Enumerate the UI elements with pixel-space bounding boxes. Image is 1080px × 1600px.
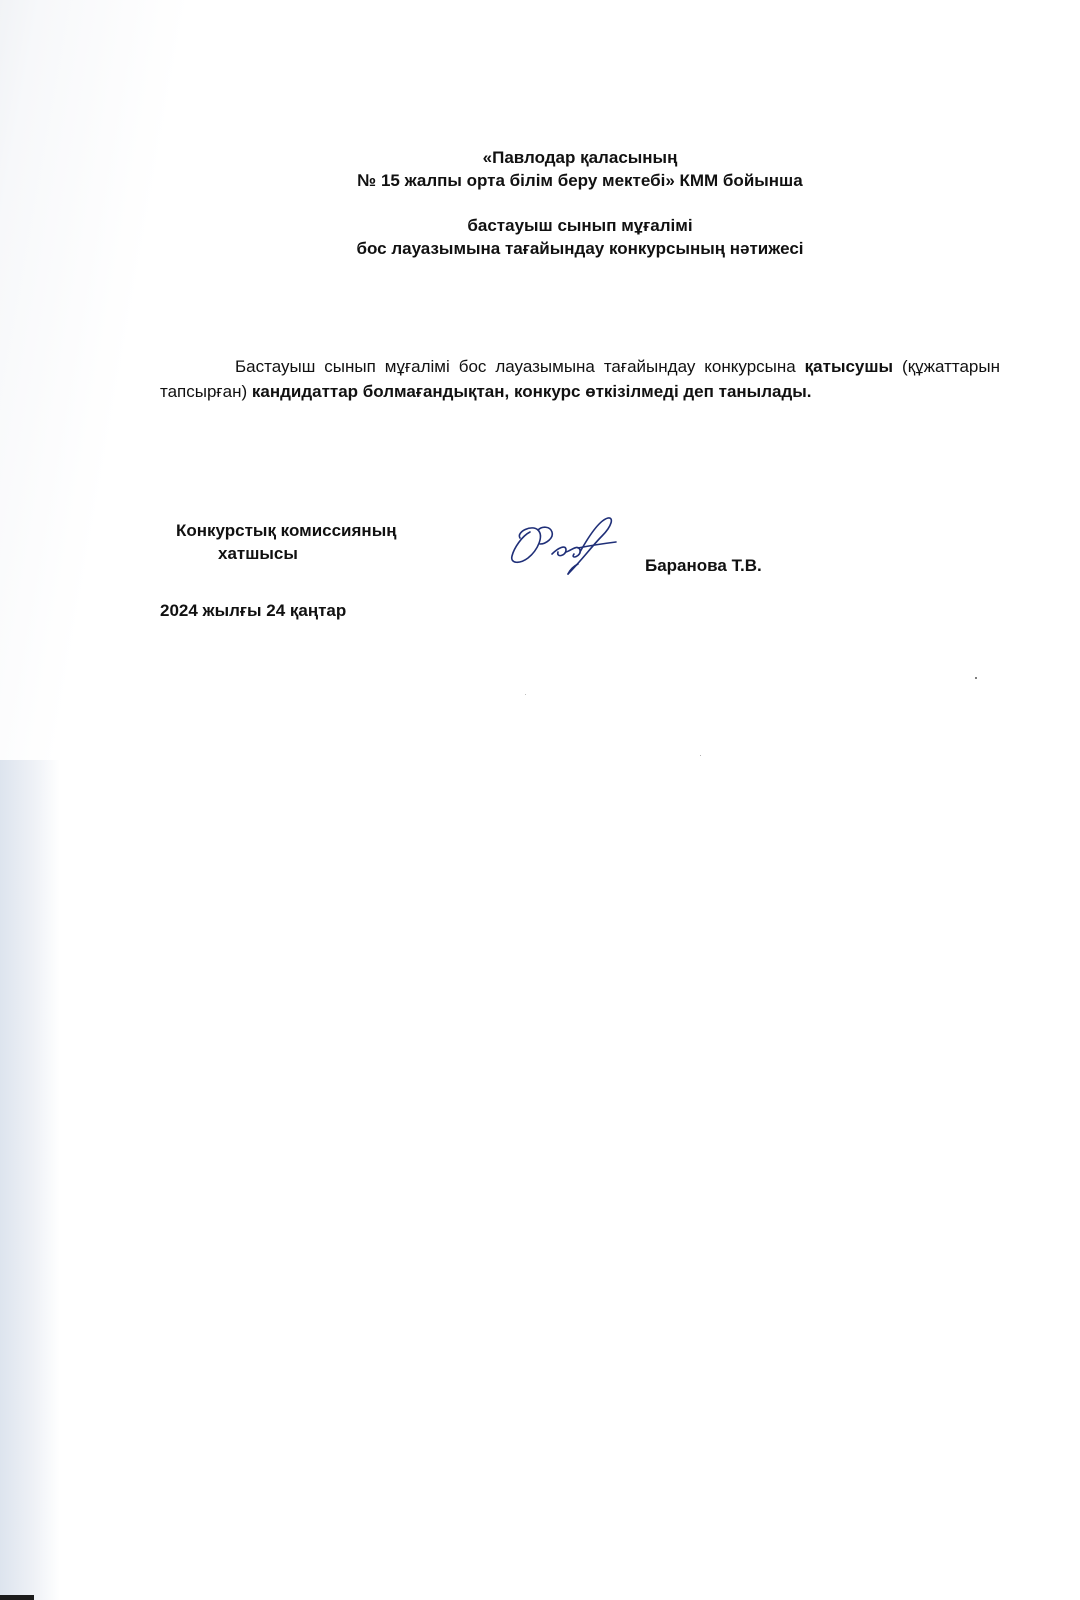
scan-speck (525, 694, 526, 695)
document-subheader (160, 214, 1000, 260)
subheader-line-1: бастауыш сынып мұғалімі (467, 216, 693, 235)
scan-speck (975, 677, 977, 679)
signatory-role (176, 519, 397, 565)
header-line-1: «Павлодар қаласының (482, 148, 678, 167)
document-header (160, 146, 1000, 192)
body-text-part-4: кандидаттар болмағандықтан, конкурс өткізілмеді деп танылады. (251, 382, 812, 401)
header-line-2: № 15 жалпы орта білім беру мектебі» КММ бойынша (357, 171, 803, 190)
signatory-role-line-2: хатшысы (218, 544, 298, 563)
subheader-line-2: бос лауазымына тағайындау конкурсының нәтижесі (356, 239, 804, 258)
body-paragraph (160, 354, 1000, 404)
signatory-name: Баранова Т.В. (645, 556, 762, 575)
body-text-part-1: Бастауыш сынып мұғалімі бос лауазымына тағайындау конкурсына (235, 357, 805, 376)
body-text-part-3: (құжаттарын тапсырған) (160, 357, 1000, 401)
signatory-role-line-1: Конкурстық комиссияның (176, 521, 397, 540)
document-date: 2024 жылғы 24 қаңтар (160, 601, 347, 620)
handwritten-signature (508, 514, 620, 576)
body-text-part-2: қатысушы (804, 357, 894, 376)
scan-edge (0, 1595, 34, 1600)
scan-shadow (0, 760, 60, 1600)
scan-speck (700, 755, 701, 756)
